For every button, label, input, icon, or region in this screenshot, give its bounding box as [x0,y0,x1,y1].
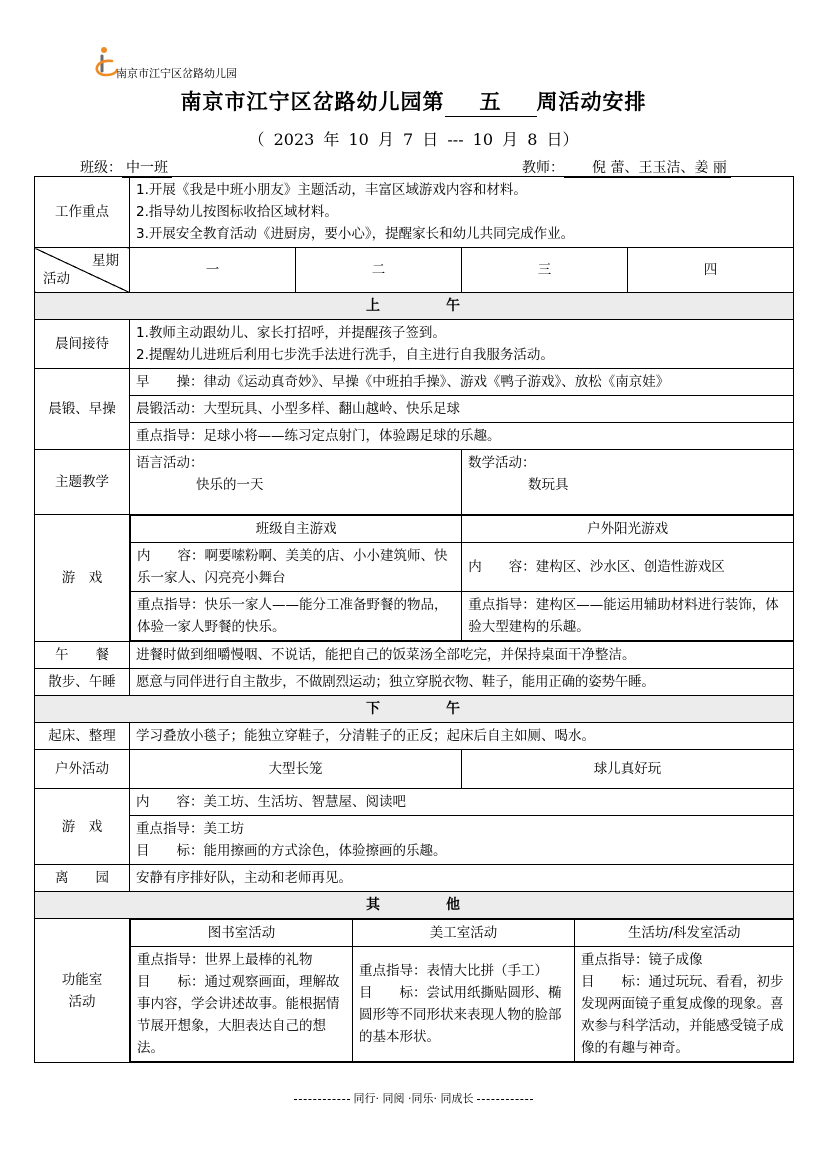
art-room-activity-guide: 重点指导：表情大比拼（手工） [359,963,548,979]
games-pm-label: 游 戏 [35,789,130,865]
footer-motto: 同行· 同阅 ·同乐· 同成长 [353,1092,474,1105]
art-room-activity-detail [353,947,575,1062]
outdoor-sun-play-header: 户外阳光游戏 [462,516,793,543]
afternoon-section-row [35,696,794,723]
class-label: 班级： [80,160,122,176]
diagonal-header-cell [35,248,130,293]
exercise-routine: 早 操：律动《运动真奇妙》、早操《中班拍手操》、游戏《鸭子游戏》、放松《南京娃》 [130,369,794,396]
kindergarten-logo-icon [90,45,118,79]
other-section-header: 其 他 [35,892,794,919]
outdoor-right: 球儿真好玩 [462,750,794,789]
weekday-header-row [35,248,794,293]
weekday-wednesday: 三 [462,248,628,293]
leave-label: 离 园 [35,865,130,892]
focus-label: 工作重点 [35,177,130,248]
activity-axis-label: 活动 [43,271,70,287]
library-activity-guide: 重点指导：世界上最棒的礼物 [137,952,313,968]
focus-item: 2.指导幼儿按图标收拾区域材料。 [136,204,338,220]
games-pm-row [35,816,794,865]
language-activity [130,450,462,515]
science-room-activity-detail [575,947,794,1062]
theme-row [35,450,794,515]
function-room-inner [130,919,794,1062]
weekday-axis-label: 星期 [92,253,119,269]
outdoor-sun-play-content: 内 容：建构区、沙水区、创造性游戏区 [462,543,793,592]
weekday-thursday: 四 [628,248,794,293]
arrival-item: 1.教师主动跟幼儿、家长打招呼，并提醒孩子签到。 [136,325,446,341]
focus-item: 3.开展安全教育活动《进厨房，要小心》，提醒家长和幼儿共同完成作业。 [136,226,575,242]
date-range: （ 2023 年 10 月 7 日 --- 10 月 8 日） [248,130,579,149]
nap-row [35,669,794,696]
leave-row [35,865,794,892]
function-room-content [130,919,794,1063]
games-am-row [35,515,794,642]
games-pm-guide: 重点指导：美工坊 [136,821,244,837]
teacher-names: 倪 蕾、王玉洁、姜 丽 [564,157,731,178]
art-room-activity-header: 美工室活动 [353,920,575,947]
teacher-label: 教师： [522,160,564,176]
arrival-row [35,320,794,369]
language-activity-content: 快乐的一天 [196,477,264,493]
arrival-label: 晨间接待 [35,320,130,369]
nap-content: 愿意与同伴进行自主散步，不做剧烈运动；独立穿脱衣物、鞋子，能用正确的姿势午睡。 [130,669,794,696]
outdoor-sun-play-guidance: 重点指导：建构区——能运用辅助材料进行装饰，体验大型建构的乐趣。 [462,592,793,641]
class-free-play-content: 内 容：啊要嗦粉啊、美美的店、小小建筑师、快乐一家人、闪亮亮小舞台 [131,543,462,592]
exercise-row [35,369,794,396]
science-room-activity-header: 生活坊/科发室活动 [575,920,794,947]
science-room-activity-goal: 目 标：通过玩玩、看看，初步发现两面镜子重复成像的现象。喜欢参与科学活动，并能感受镜子成像的有趣与神奇。 [581,974,784,1056]
science-room-activity-guide: 重点指导：镜子成像 [581,952,703,968]
school-logo [90,45,270,81]
class-info [80,157,172,178]
function-room-label [35,919,130,1063]
arrival-item: 2.提醒幼儿进班后利用七步洗手法进行洗手，自主进行自我服务活动。 [136,347,554,363]
library-activity-goal: 目 标：通过观察画面，理解故事内容，学会讲述故事。能根据情节展开想象，大胆表达自己的想法。 [137,974,340,1056]
morning-section-row [35,293,794,320]
games-pm-guidance [130,816,794,865]
art-room-activity-goal: 目 标：尝试用纸撕贴圆形、椭圆形等不同形状来表现人物的脸部的基本形状。 [359,985,562,1045]
lunch-label: 午 餐 [35,642,130,669]
outdoor-left: 大型长笼 [130,750,462,789]
title-suffix: 周活动安排 [536,90,647,114]
weekday-tuesday: 二 [296,248,462,293]
math-activity-content: 数玩具 [528,477,569,493]
other-section-row [35,892,794,919]
logo-text: 南京市江宁区岔路幼儿园 [116,67,237,80]
class-free-play-guidance: 重点指导：快乐一家人——能分工准备野餐的物品，体验一家人野餐的快乐。 [131,592,462,641]
games-am-content [130,515,794,642]
schedule-table [34,176,794,1063]
focus-row [35,177,794,248]
function-room-label-line2: 活动 [68,993,96,1010]
theme-label: 主题教学 [35,450,130,515]
outdoor-label: 户外活动 [35,750,130,789]
wakeup-label: 起床、整理 [35,723,130,750]
outdoor-row [35,750,794,789]
afternoon-section-header: 下 午 [35,696,794,723]
page-title [0,86,827,117]
games-am-label: 游 戏 [35,515,130,642]
function-room-label-line1: 功能室 [61,971,103,988]
function-room-row [35,919,794,1063]
class-name: 中一班 [122,157,172,178]
title-prefix: 南京市江宁区岔路幼儿园第 [180,90,445,114]
week-number: 五 [445,86,537,117]
exercise-row [35,396,794,423]
math-activity [462,450,794,515]
arrival-content [130,320,794,369]
games-am-inner [130,515,793,641]
weekday-monday: 一 [130,248,296,293]
math-activity-title: 数学活动： [468,455,536,471]
library-activity-header: 图书室活动 [131,920,353,947]
games-pm-content: 内 容：美工坊、生活坊、智慧屋、阅读吧 [130,789,794,816]
games-pm-goal: 目 标：能用擦画的方式涂色，体验擦画的乐趣。 [136,843,447,859]
lunch-content: 进餐时做到细嚼慢咽、不说话，能把自己的饭菜汤全部吃完，并保持桌面干净整洁。 [130,642,794,669]
exercise-activities: 晨锻活动：大型玩具、小型多样、翻山越岭、快乐足球 [130,396,794,423]
exercise-row [35,423,794,450]
lunch-row [35,642,794,669]
morning-section-header: 上 午 [35,293,794,320]
wakeup-content: 学习叠放小毯子；能独立穿鞋子，分清鞋子的正反；起床后自主如厕、喝水。 [130,723,794,750]
games-pm-row [35,789,794,816]
footer-dash-right [477,1099,533,1100]
exercise-label: 晨锻、早操 [35,369,130,450]
footer-dash-left [294,1099,350,1100]
exercise-guidance: 重点指导：足球小将——练习定点射门，体验踢足球的乐趣。 [130,423,794,450]
page-footer [0,1090,827,1106]
focus-item: 1.开展《我是中班小朋友》主题活动，丰富区域游戏内容和材料。 [136,182,527,198]
focus-content [130,177,794,248]
wakeup-row [35,723,794,750]
nap-label: 散步、午睡 [35,669,130,696]
class-free-play-header: 班级自主游戏 [131,516,462,543]
language-activity-title: 语言活动： [136,455,204,471]
library-activity-detail [131,947,353,1062]
leave-content: 安静有序排好队，主动和老师再见。 [130,865,794,892]
teacher-info [522,157,731,178]
